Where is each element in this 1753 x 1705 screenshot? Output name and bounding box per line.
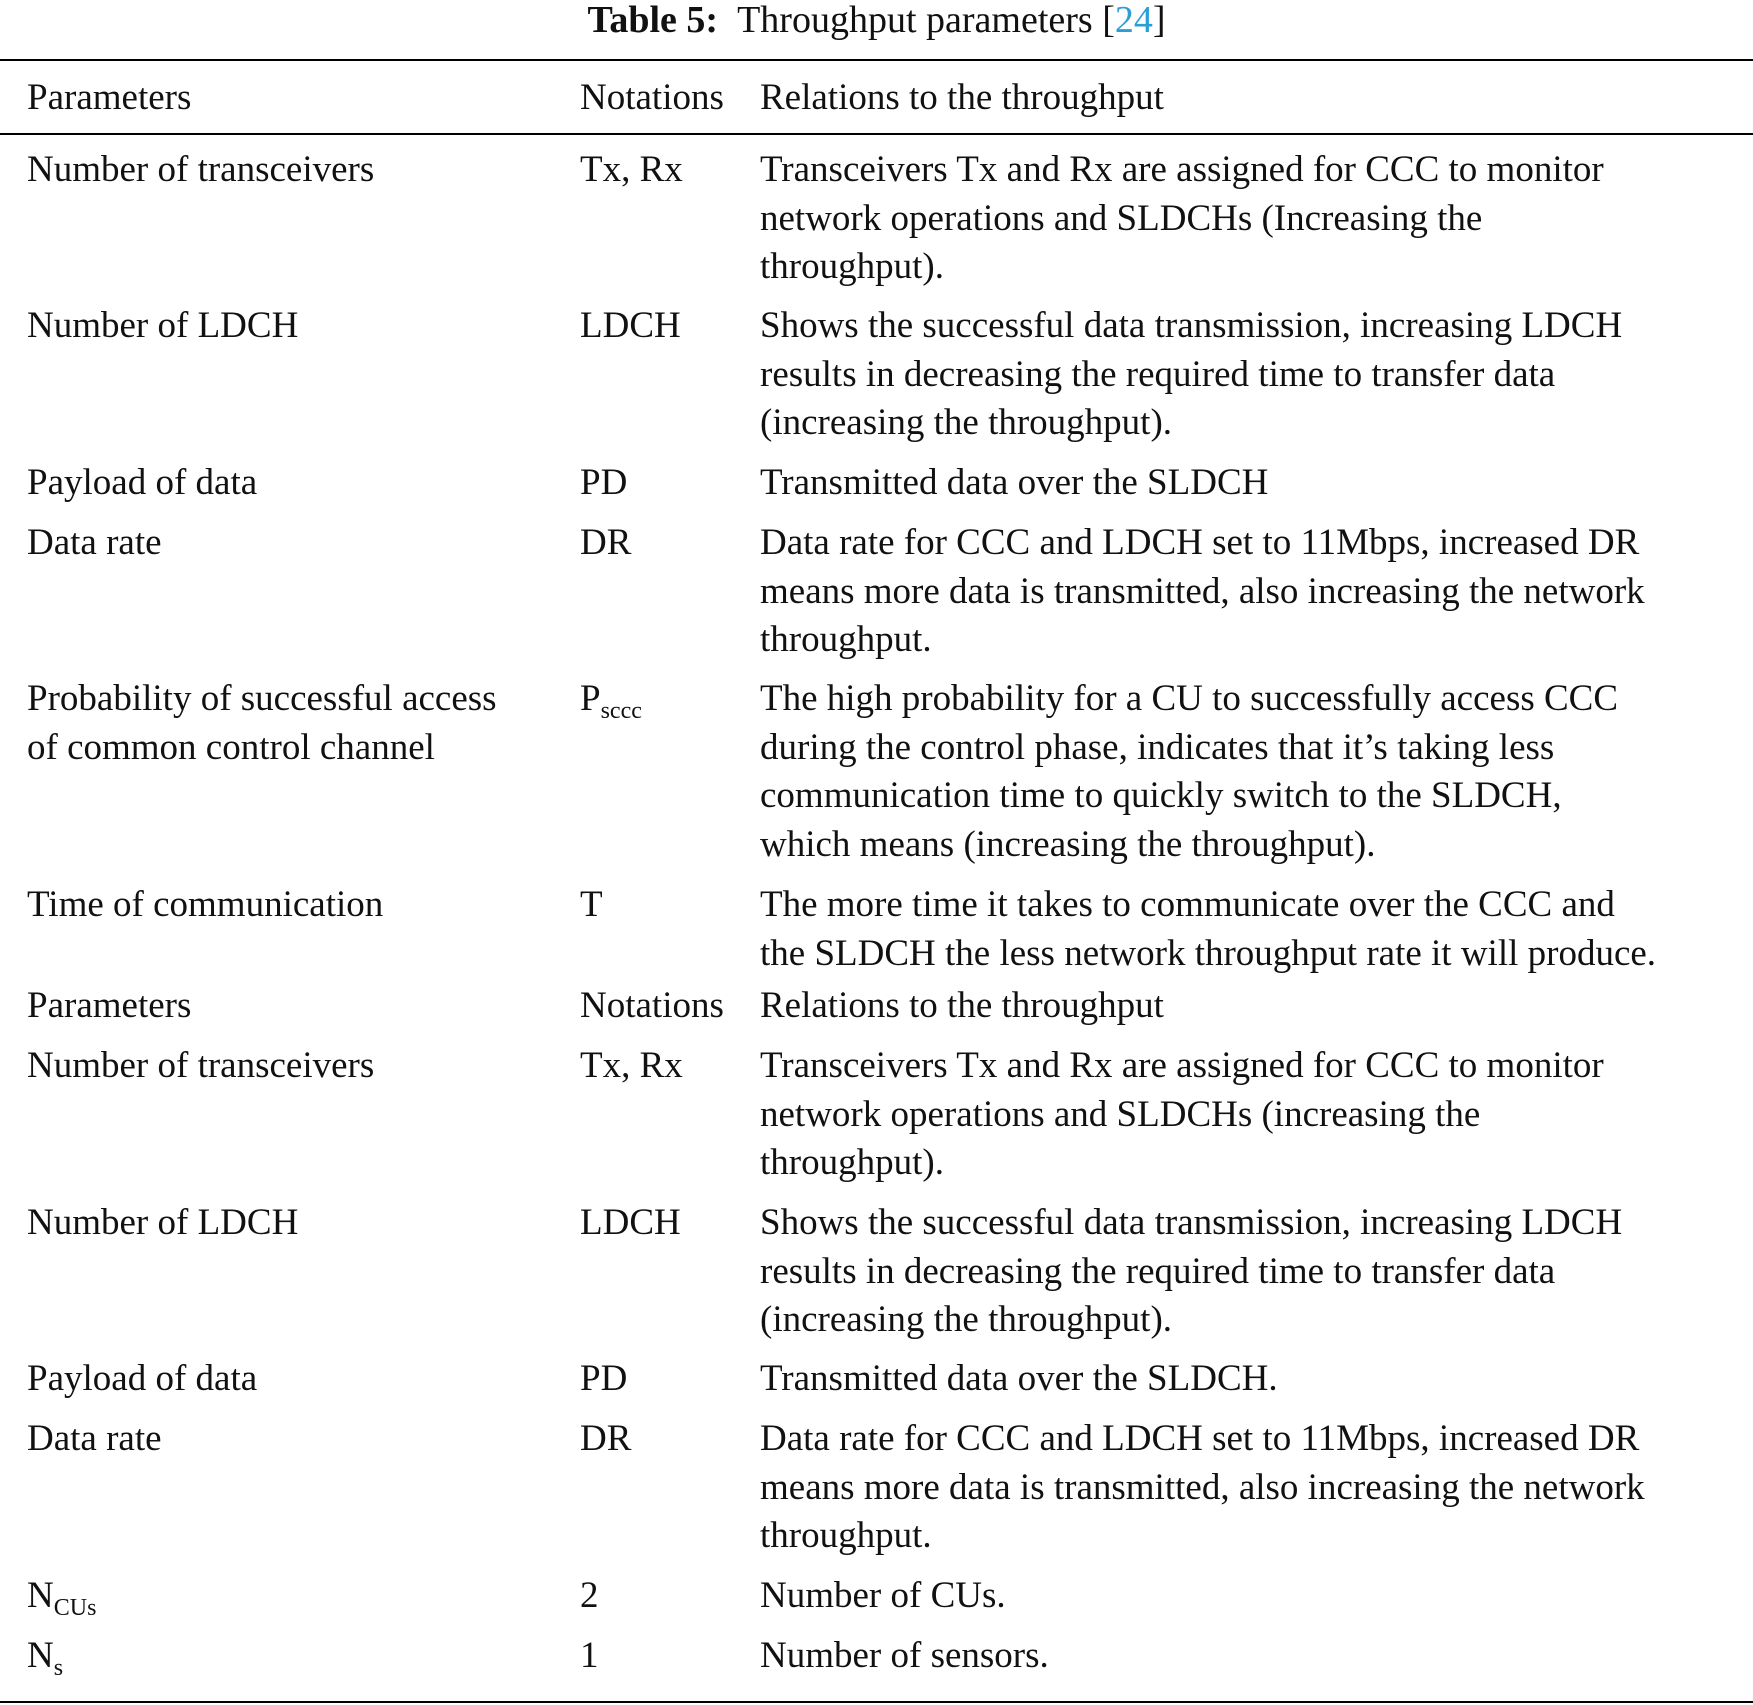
relation-cell bbox=[760, 675, 1750, 869]
relation-cell bbox=[760, 146, 1750, 292]
relation-line: The more time it takes to communicate over the CCC and bbox=[760, 884, 1615, 925]
relation-line: throughput. bbox=[760, 619, 932, 660]
relation-line: Transceivers Tx and Rx are assigned for CCC to monitor bbox=[760, 1045, 1604, 1086]
notation-subscript: sccc bbox=[600, 698, 642, 724]
notation-text: 1 bbox=[580, 1635, 599, 1676]
header-notations: Notations bbox=[580, 77, 724, 118]
citation-link[interactable]: 24 bbox=[1114, 0, 1153, 41]
parameter-subscript: CUs bbox=[53, 1595, 97, 1621]
parameter-subscript: s bbox=[53, 1655, 64, 1681]
notation-text: PD bbox=[580, 462, 628, 503]
relation-line: Shows the successful data transmission, increasing LDCH bbox=[760, 1202, 1623, 1243]
parameter-cell bbox=[27, 1042, 557, 1091]
relation-line: during the control phase, indicates that it’s taking less bbox=[760, 726, 1555, 768]
relation-cell bbox=[760, 1415, 1750, 1561]
relation-cell bbox=[760, 881, 1750, 978]
relation-cell bbox=[760, 1632, 1750, 1681]
relation-line: Data rate for CCC and LDCH set to 11Mbps, increased DR bbox=[760, 1418, 1640, 1459]
notation-text: DR bbox=[580, 522, 632, 563]
relation-line: network operations and SLDCHs (Increasing the bbox=[760, 197, 1483, 239]
relation-line: means more data is transmitted, also increasing the network bbox=[760, 570, 1645, 612]
parameter-line: Payload of data bbox=[27, 462, 258, 503]
notation-text: Tx, Rx bbox=[580, 149, 683, 190]
notation-text: Notations bbox=[580, 985, 724, 1026]
notation-text: P bbox=[580, 678, 601, 719]
relation-line: Number of CUs. bbox=[760, 1575, 1006, 1616]
parameter-cell bbox=[27, 1355, 557, 1404]
parameter-cell bbox=[27, 982, 557, 1031]
table-header-rule bbox=[0, 133, 1753, 135]
relation-line: results in decreasing the required time to transfer data bbox=[760, 1250, 1556, 1292]
table-bottom-rule bbox=[0, 1701, 1753, 1703]
relation-cell bbox=[760, 982, 1750, 1031]
relation-cell bbox=[760, 1572, 1750, 1621]
relation-cell bbox=[760, 519, 1750, 665]
parameter-line: of common control channel bbox=[27, 726, 435, 768]
notation-cell bbox=[580, 1572, 740, 1621]
notation-cell bbox=[580, 1632, 740, 1681]
notation-cell bbox=[580, 1415, 740, 1464]
caption-ref-open: [ bbox=[1102, 0, 1115, 41]
notation-cell bbox=[580, 1355, 740, 1404]
relation-cell bbox=[760, 459, 1750, 508]
relation-line: The high probability for a CU to successfully access CCC bbox=[760, 678, 1619, 719]
notation-cell bbox=[580, 982, 740, 1031]
relation-line: Transceivers Tx and Rx are assigned for CCC to monitor bbox=[760, 149, 1604, 190]
notation-cell bbox=[580, 146, 740, 195]
relation-line: which means (increasing the throughput). bbox=[760, 823, 1376, 865]
notation-text: T bbox=[580, 884, 603, 925]
notation-cell bbox=[580, 459, 740, 508]
parameter-cell bbox=[27, 519, 557, 568]
parameter-line: Parameters bbox=[27, 985, 192, 1026]
notation-cell bbox=[580, 1199, 740, 1248]
header-relations: Relations to the throughput bbox=[760, 77, 1164, 118]
notation-cell bbox=[580, 1042, 740, 1091]
relation-cell bbox=[760, 1042, 1750, 1188]
relation-line: (increasing the throughput). bbox=[760, 402, 1173, 443]
relation-line: Number of sensors. bbox=[760, 1635, 1049, 1676]
parameter-line: Probability of successful access bbox=[27, 678, 497, 719]
parameter-line: Data rate bbox=[27, 522, 162, 563]
relation-line: means more data is transmitted, also increasing the network bbox=[760, 1466, 1645, 1508]
parameter-cell bbox=[27, 675, 557, 772]
relation-line: the SLDCH the less network throughput rate it will produce. bbox=[760, 932, 1657, 974]
parameter-line: Payload of data bbox=[27, 1358, 258, 1399]
relation-line: Shows the successful data transmission, increasing LDCH bbox=[760, 305, 1623, 346]
relation-line: network operations and SLDCHs (increasing the bbox=[760, 1093, 1481, 1135]
notation-text: Tx, Rx bbox=[580, 1045, 683, 1086]
caption-title: Throughput parameters bbox=[737, 0, 1093, 41]
notation-text: LDCH bbox=[580, 305, 681, 346]
caption-ref-close: ] bbox=[1152, 0, 1166, 41]
notation-cell bbox=[580, 302, 740, 351]
parameter-cell bbox=[27, 881, 557, 930]
relation-line: results in decreasing the required time to transfer data bbox=[760, 353, 1556, 395]
parameter-line: Data rate bbox=[27, 1418, 162, 1459]
parameter-line: N bbox=[27, 1635, 54, 1676]
relation-line: Data rate for CCC and LDCH set to 11Mbps, increased DR bbox=[760, 522, 1640, 563]
parameter-line: Number of LDCH bbox=[27, 305, 299, 346]
relation-line: communication time to quickly switch to the SLDCH, bbox=[760, 775, 1562, 816]
relation-cell bbox=[760, 1199, 1750, 1345]
caption-label: Table 5: bbox=[587, 0, 719, 41]
parameter-cell bbox=[27, 1572, 557, 1621]
table-top-rule bbox=[0, 59, 1753, 61]
parameter-line: Number of transceivers bbox=[27, 1045, 375, 1086]
parameter-cell bbox=[27, 1415, 557, 1464]
parameter-line: Number of transceivers bbox=[27, 149, 375, 190]
relation-line: throughput). bbox=[760, 246, 944, 287]
notation-cell bbox=[580, 675, 740, 724]
notation-text: PD bbox=[580, 1358, 628, 1399]
notation-cell bbox=[580, 881, 740, 930]
relation-cell bbox=[760, 1355, 1750, 1404]
parameter-line: Time of communication bbox=[27, 884, 384, 925]
notation-cell bbox=[580, 519, 740, 568]
relation-line: (increasing the throughput). bbox=[760, 1299, 1173, 1340]
notation-text: DR bbox=[580, 1418, 632, 1459]
header-parameters: Parameters bbox=[27, 77, 192, 118]
relation-line: Transmitted data over the SLDCH. bbox=[760, 1358, 1278, 1399]
parameter-cell bbox=[27, 302, 557, 351]
parameter-cell bbox=[27, 1199, 557, 1248]
relation-line: throughput). bbox=[760, 1142, 944, 1183]
notation-text: 2 bbox=[580, 1575, 599, 1616]
parameter-line: Number of LDCH bbox=[27, 1202, 299, 1243]
parameter-cell bbox=[27, 1632, 557, 1681]
parameter-cell bbox=[27, 459, 557, 508]
relation-line: Relations to the throughput bbox=[760, 985, 1164, 1026]
notation-text: LDCH bbox=[580, 1202, 681, 1243]
relation-line: Transmitted data over the SLDCH bbox=[760, 462, 1269, 503]
relation-cell bbox=[760, 302, 1750, 448]
parameter-line: N bbox=[27, 1575, 54, 1616]
relation-line: throughput. bbox=[760, 1515, 932, 1556]
parameter-cell bbox=[27, 146, 557, 195]
table-caption bbox=[0, 0, 1753, 40]
